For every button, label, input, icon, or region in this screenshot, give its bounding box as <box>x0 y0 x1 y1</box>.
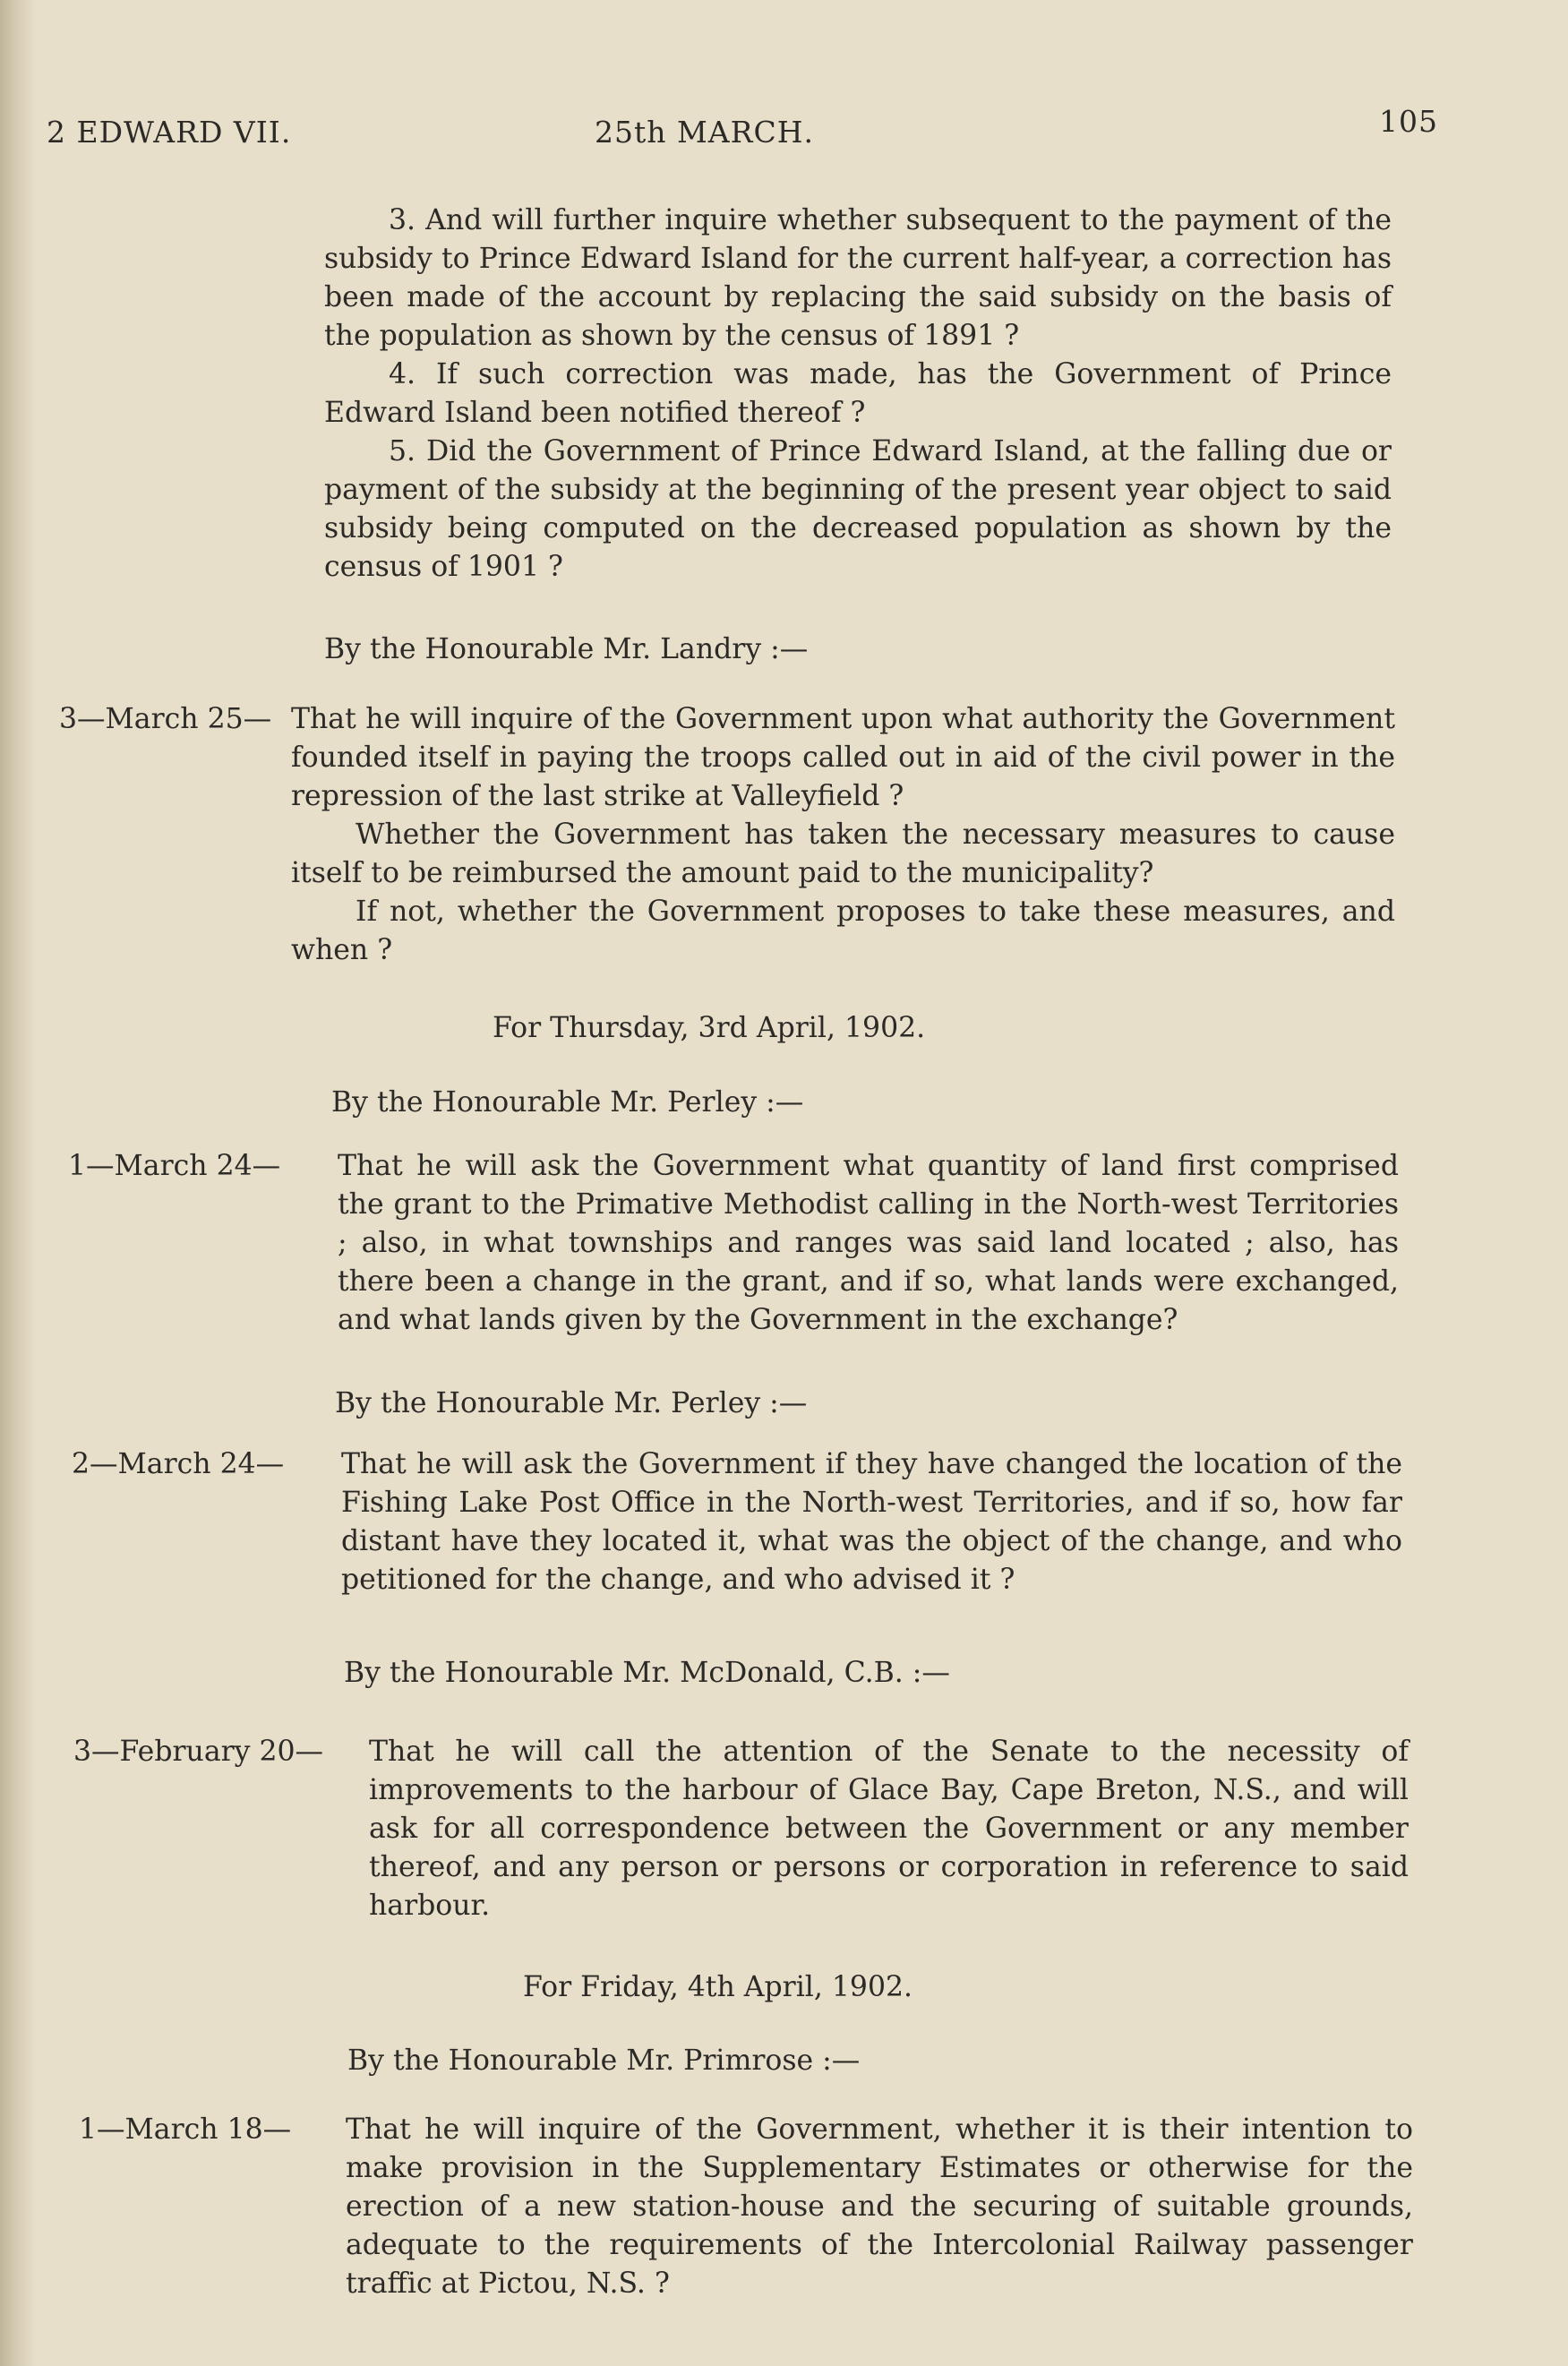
motion-mcdonald <box>73 1733 1409 1925</box>
motion-primrose-text: That he will inquire of the Government, whether it is their intention to make provision in the Supplementary Estimates or otherwise for the erection of a new station-house and the securing of suitable grounds, adequate to the requirements of the Intercolonial Railway passenger traffic at Pictou, N.S. ? <box>346 2113 1413 2300</box>
running-header <box>47 97 1438 150</box>
motion-primrose-ref: 1—March 18— <box>79 2113 292 2146</box>
page-number: 105 <box>1379 104 1438 139</box>
motion-landry-ref: 3—March 25— <box>59 703 272 735</box>
heading-perley-1: By the Honourable Mr. Perley :— <box>331 1086 804 1119</box>
header-session: 2 EDWARD VII. <box>47 115 292 150</box>
motion-mcdonald-ref: 3—February 20— <box>73 1736 324 1768</box>
heading-thursday: For Thursday, 3rd April, 1902. <box>493 1012 926 1044</box>
motion-perley-1 <box>68 1147 1399 1340</box>
motion-perley-1-text: That he will ask the Government what quantity of land first comprised the grant to the Primative Methodist calling in the North-west Territories ; also, in what townships and ranges was said land located ; also, has there been a change in the grant, and if so, what lands were exchanged, and what lands given by the Government in the exchange? <box>338 1150 1399 1336</box>
motion-perley-1-ref: 1—March 24— <box>68 1150 281 1182</box>
motion-primrose <box>79 2111 1413 2303</box>
motion-landry-followup-2: If not, whether the Government proposes to take these measures, and when ? <box>291 896 1395 966</box>
motion-landry <box>59 700 1395 970</box>
motion-landry-text: That he will inquire of the Government upon what authority the Government founded itself in paying the troops called out in aid of the civil power in the repression of the last strike at Valleyfield ? <box>291 703 1395 812</box>
heading-primrose: By the Honourable Mr. Primrose :— <box>347 2045 861 2077</box>
header-date: 25th MARCH. <box>595 115 814 150</box>
intro-questions <box>324 201 1392 587</box>
heading-landry: By the Honourable Mr. Landry :— <box>324 633 809 665</box>
motion-mcdonald-text: That he will call the attention of the Senate to the necessity of improvements to the harbour of Glace Bay, Cape Breton, N.S., and will ask for all correspondence between the Government or any member thereof, and any person or persons or corporation in reference to said harbour. <box>369 1736 1409 1922</box>
question-5: 5. Did the Government of Prince Edward Island, at the falling due or payment of the subsidy at the beginning of the present year object to said subsidy being computed on the decreased population as shown by the census of 1901 ? <box>324 435 1392 583</box>
motion-landry-followup-1: Whether the Government has taken the necessary measures to cause itself to be reimbursed the amount paid to the municipality? <box>291 819 1395 889</box>
question-4: 4. If such correction was made, has the Government of Prince Edward Island been notified thereof ? <box>324 358 1392 429</box>
heading-perley-2: By the Honourable Mr. Perley :— <box>335 1387 808 1419</box>
motion-perley-2 <box>72 1445 1402 1599</box>
motion-perley-2-text: That he will ask the Government if they have changed the location of the Fishing Lake Post Office in the North-west Territories, and if so, how far distant have they located it, what was the object of the change, and who petitioned for the change, and who advised it ? <box>341 1448 1402 1596</box>
question-3: 3. And will further inquire whether subsequent to the payment of the subsidy to Prince Edward Island for the current half-year, a correction has been made of the account by replacing the said subsidy on the basis of the population as shown by the census of 1891 ? <box>324 204 1392 352</box>
heading-mcdonald: By the Honourable Mr. McDonald, C.B. :— <box>344 1657 950 1689</box>
heading-friday: For Friday, 4th April, 1902. <box>523 1971 913 2003</box>
motion-perley-2-ref: 2—March 24— <box>72 1448 285 1480</box>
